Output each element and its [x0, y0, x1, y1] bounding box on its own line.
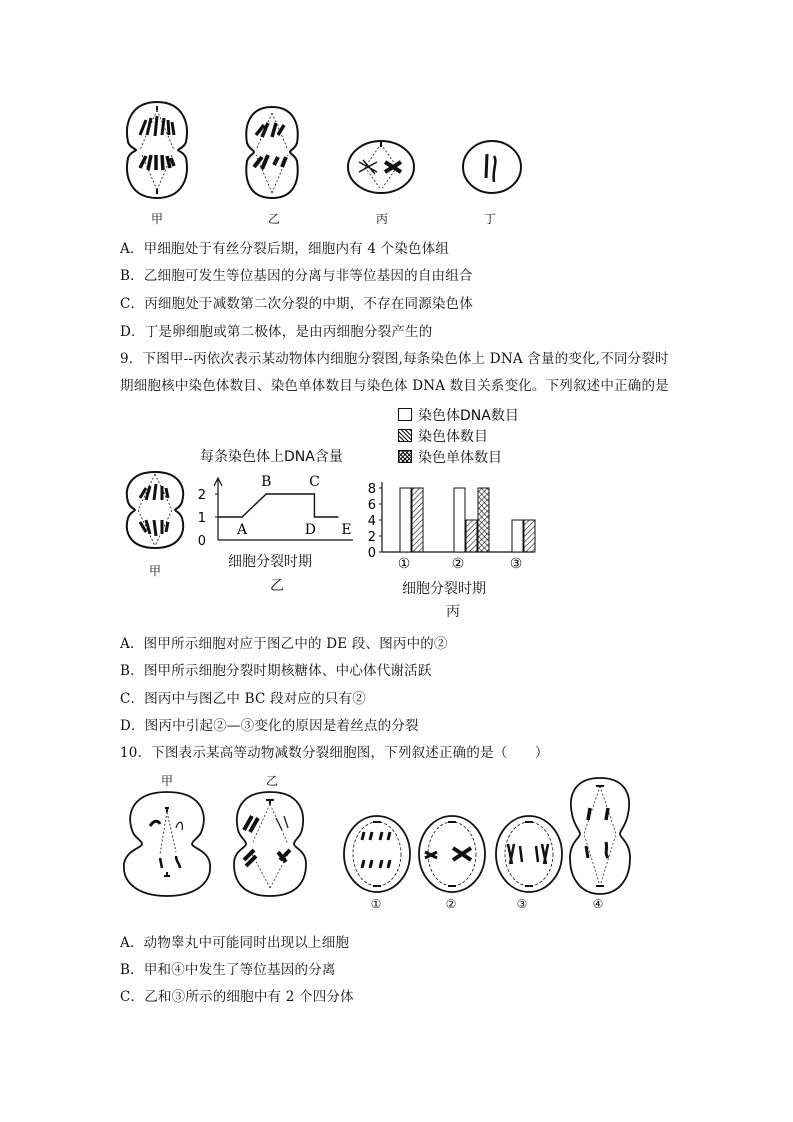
- q8-option-b: B．乙细胞可发生等位基因的分离与非等位基因的自由组合: [120, 268, 473, 284]
- q9-option-b: B．图甲所示细胞分裂时期核糖体、中心体代谢活跃: [120, 663, 432, 679]
- chart-bing-bar: [524, 520, 535, 552]
- q8-option-d: D．丁是卵细胞或第二极体，是由丙细胞分裂产生的: [120, 324, 433, 340]
- legend-item-chromatid: 染色单体数目: [398, 448, 519, 469]
- q10-cell-1: [340, 812, 414, 896]
- chart-bing-bar: [400, 488, 411, 552]
- q8-fig-label-yi: 乙: [267, 212, 280, 226]
- q10-fig-label-2: ②: [445, 897, 457, 911]
- chart-bing-bar: [466, 520, 477, 552]
- chart-yi: [190, 470, 360, 550]
- q10-fig-label-3: ③: [516, 897, 528, 911]
- q10-cell-2: [415, 812, 489, 896]
- chart-yi-ytick-label: 0: [197, 534, 206, 549]
- chart-bing-xlabel: 细胞分裂时期: [402, 581, 486, 597]
- q10-fig-label-4: ④: [592, 897, 604, 911]
- chart-bing-ytick-label: 6: [367, 498, 376, 513]
- chart-bing-category-label: ①: [397, 556, 411, 572]
- chart-yi-point-label: B: [261, 474, 272, 490]
- chart-yi-point-label: C: [309, 474, 320, 490]
- q9-stem-line1: 9．下图甲--丙依次表示某动物体内细胞分裂图,每条染色体上 DNA 含量的变化,不同分裂时: [120, 351, 669, 367]
- chart-bing-bar: [454, 488, 465, 552]
- chart-yi-xlabel: 细胞分裂时期: [228, 554, 312, 570]
- chart-yi-caption: 乙: [270, 578, 284, 594]
- chart-bing-ytick-label: 0: [367, 546, 376, 561]
- legend-item-chromosome: 染色体数目: [398, 427, 519, 448]
- chart-yi-title: 每条染色体上DNA含量: [200, 449, 343, 465]
- q10-fig-label-yi: 乙: [265, 774, 278, 788]
- q9-stem-line2: 期细胞核中染色体数目、染色单体数目与染色体 DNA 数目关系变化。下列叙述中正确的是: [120, 378, 669, 394]
- q10-fig-label-jia: 甲: [160, 774, 173, 788]
- chart-bing-bar: [412, 488, 423, 552]
- q8-cell-bing: [345, 138, 417, 196]
- q8-option-c: C．丙细胞处于减数第二次分裂的中期，不存在同源染色体: [120, 296, 474, 312]
- chart-yi-point-label: D: [304, 522, 317, 538]
- chart-yi-point-label: A: [237, 522, 248, 538]
- q10-cell-yi: [230, 790, 310, 898]
- q9-option-a: A．图甲所示细胞对应于图乙中的 DE 段、图丙中的②: [120, 636, 448, 652]
- legend-item-dna: 染色体DNA数目: [398, 406, 519, 427]
- q10-cell-3: [492, 812, 566, 896]
- q8-cell-yi: [242, 105, 302, 200]
- q10-option-b: B．甲和④中发生了等位基因的分离: [120, 962, 336, 978]
- q9-option-d: D．图丙中引起②—③变化的原因是着丝点的分裂: [120, 718, 419, 734]
- chart-bing: [360, 474, 540, 574]
- chart-bing-bar: [512, 520, 523, 552]
- chart-bing-ytick-label: 8: [367, 482, 376, 497]
- q9-cell-jia: [122, 470, 188, 550]
- chart-yi-point-label: E: [341, 522, 352, 538]
- q8-option-a: A．甲细胞处于有丝分裂后期，细胞内有 4 个染色体组: [120, 241, 450, 257]
- q8-fig-label-bing: 丙: [375, 212, 388, 226]
- chart-yi-ytick-label: 1: [197, 511, 206, 526]
- q10-option-a: A．动物睾丸中可能同时出现以上细胞: [120, 935, 350, 951]
- q10-stem: 10．下图表示某高等动物减数分裂细胞图，下列叙述正确的是（ ）: [120, 745, 549, 761]
- q10-fig-label-1: ①: [370, 897, 382, 911]
- q10-cell-jia: [120, 790, 215, 898]
- chart-bing-caption: 丙: [446, 604, 460, 620]
- q8-cell-ding: [460, 138, 524, 196]
- q8-fig-label-ding: 丁: [483, 212, 496, 226]
- legend-swatch-blank: [398, 408, 412, 421]
- chart-bing-bar: [478, 488, 489, 552]
- q10-option-c: C．乙和③所示的细胞中有 2 个四分体: [120, 989, 354, 1005]
- q8-cell-jia: [122, 100, 192, 200]
- chart-yi-series-line: [218, 494, 339, 517]
- chart-bing-category-label: ③: [509, 556, 523, 572]
- chart-bing-ytick-label: 2: [367, 530, 376, 545]
- chart-yi-ytick-label: 2: [197, 488, 206, 503]
- legend-swatch-hatch: [398, 429, 412, 442]
- chart-bing-ytick-label: 4: [367, 514, 376, 529]
- q9-fig-label-jia: 甲: [148, 564, 161, 578]
- q9-option-c: C．图丙中与图乙中 BC 段对应的只有②: [120, 691, 366, 707]
- q10-cell-4: [566, 776, 634, 898]
- chart-bing-legend: [398, 406, 519, 469]
- q8-fig-label-jia: 甲: [150, 212, 163, 226]
- chart-bing-category-label: ②: [451, 556, 465, 572]
- legend-swatch-cross: [398, 450, 412, 463]
